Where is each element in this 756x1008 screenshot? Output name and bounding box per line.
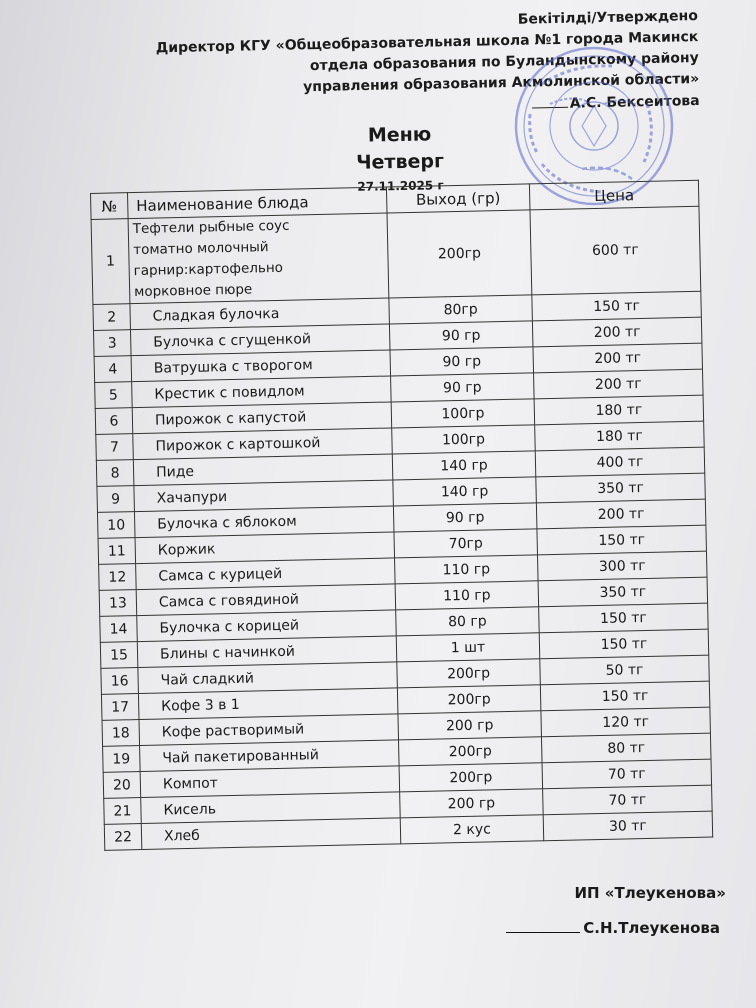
dish-output: 100гр bbox=[392, 425, 536, 454]
menu-table bbox=[90, 180, 713, 851]
dish-name: Чай пакетированный bbox=[140, 740, 400, 772]
dish-name: Пирожок с картошкой bbox=[133, 428, 393, 460]
dish-output: 200 гр bbox=[400, 789, 544, 818]
row-number: 20 bbox=[103, 772, 141, 799]
row-number: 21 bbox=[104, 798, 142, 825]
dish-output: 80гр bbox=[389, 295, 533, 324]
dish-output: 70гр bbox=[394, 529, 538, 558]
dish-name: Самса с говядиной bbox=[136, 584, 396, 616]
row-number: 4 bbox=[94, 356, 132, 383]
dish-name bbox=[128, 213, 389, 304]
dish-output: 110 гр bbox=[395, 555, 539, 584]
row-number: 15 bbox=[100, 642, 138, 669]
vendor-block bbox=[506, 884, 726, 937]
column-header-number: № bbox=[91, 193, 129, 220]
menu-day: Четверг bbox=[356, 150, 445, 174]
dish-price: 180 тг bbox=[535, 421, 705, 451]
row-number: 11 bbox=[98, 538, 136, 565]
dish-output: 140 гр bbox=[393, 477, 537, 506]
menu-heading bbox=[329, 121, 470, 195]
row-number: 17 bbox=[101, 694, 139, 721]
dish-price: 200 тг bbox=[533, 343, 703, 373]
approval-line-4: управления образования Акмолинской области» bbox=[303, 70, 700, 96]
row-number: 18 bbox=[102, 720, 140, 747]
vendor-signer: С.Н.Тлеукенова bbox=[583, 919, 720, 937]
dish-name: Кофе растворимый bbox=[139, 714, 399, 746]
dish-output: 200гр bbox=[399, 737, 543, 766]
dish-price: 400 тг bbox=[535, 447, 705, 477]
dish-price: 350 тг bbox=[536, 473, 706, 503]
dish-name-line: гарнир:картофельно bbox=[133, 259, 284, 280]
dish-name: Компот bbox=[140, 766, 400, 798]
dish-price: 30 тг bbox=[543, 811, 713, 841]
dish-name: Кисель bbox=[141, 792, 401, 824]
dish-name: Пирожок с капустой bbox=[132, 402, 392, 434]
dish-output: 90 гр bbox=[390, 347, 534, 376]
dish-price: 350 тг bbox=[538, 577, 708, 607]
dish-name: Блины с начинкой bbox=[137, 636, 397, 668]
dish-price: 600 тг bbox=[530, 206, 701, 295]
vendor-company: ИП «Тлеукенова» bbox=[574, 884, 726, 902]
signature-line bbox=[506, 916, 580, 933]
dish-output: 90 гр bbox=[393, 503, 537, 532]
dish-price: 80 тг bbox=[541, 733, 711, 763]
dish-price: 150 тг bbox=[537, 525, 707, 555]
dish-price: 200 тг bbox=[534, 369, 704, 399]
dish-output: 200 гр bbox=[398, 711, 542, 740]
row-number: 16 bbox=[101, 668, 139, 695]
row-number: 8 bbox=[96, 460, 134, 487]
dish-price: 120 тг bbox=[541, 707, 711, 737]
approval-line-3: отдела образования по Буландынскому району bbox=[310, 49, 700, 75]
row-number: 13 bbox=[99, 590, 137, 617]
dish-name: Коржик bbox=[135, 532, 395, 564]
approval-line-1: Бекітілді/Утверждено bbox=[517, 7, 699, 28]
dish-name: Самса с курицей bbox=[136, 558, 396, 590]
dish-output: 90 гр bbox=[389, 321, 533, 350]
dish-output: 110 гр bbox=[395, 581, 539, 610]
approval-signer: А.С. Бексеитова bbox=[569, 92, 701, 112]
row-number: 19 bbox=[103, 746, 141, 773]
row-number: 14 bbox=[100, 616, 138, 643]
dish-price: 150 тг bbox=[532, 291, 702, 321]
dish-name: Пиде bbox=[133, 454, 393, 486]
dish-price: 70 тг bbox=[543, 785, 713, 815]
column-header-price: Цена bbox=[529, 180, 699, 210]
dish-output: 1 шт bbox=[396, 633, 540, 662]
dish-name-line: томатно молочный bbox=[133, 239, 269, 259]
row-number: 22 bbox=[104, 824, 142, 851]
dish-name: Булочка с сгущенкой bbox=[130, 324, 390, 356]
dish-output: 2 кус bbox=[400, 815, 544, 844]
row-number: 12 bbox=[99, 564, 137, 591]
dish-name-line: Тефтели рыбные соус bbox=[132, 217, 290, 238]
row-number: 2 bbox=[93, 304, 131, 331]
dish-price: 70 тг bbox=[542, 759, 712, 789]
approval-line-2: Директор КГУ «Общеобразовательная школа №1 города Макинск bbox=[155, 28, 699, 57]
dish-output: 140 гр bbox=[392, 451, 536, 480]
dish-price: 50 тг bbox=[540, 655, 710, 685]
dish-price: 150 тг bbox=[539, 603, 709, 633]
table-row bbox=[91, 206, 701, 304]
column-header-dish: Наименование блюда bbox=[128, 187, 388, 219]
dish-name: Ватрушка с творогом bbox=[131, 350, 391, 382]
menu-date: 27.11.2025 г bbox=[357, 178, 444, 194]
row-number: 6 bbox=[95, 408, 133, 435]
dish-output: 200гр bbox=[397, 659, 541, 688]
dish-name: Хачапури bbox=[134, 480, 394, 512]
row-number: 7 bbox=[96, 434, 134, 461]
dish-output: 200гр bbox=[387, 210, 532, 298]
row-number: 9 bbox=[97, 486, 135, 513]
row-number: 1 bbox=[91, 219, 130, 305]
dish-output: 100гр bbox=[391, 399, 535, 428]
dish-name: Крестик с повидлом bbox=[132, 376, 392, 408]
dish-price: 200 тг bbox=[532, 317, 702, 347]
dish-output: 200гр bbox=[399, 763, 543, 792]
dish-name: Чай сладкий bbox=[138, 662, 398, 694]
dish-output: 90 гр bbox=[391, 373, 535, 402]
row-number: 3 bbox=[93, 330, 131, 357]
dish-name: Хлеб bbox=[141, 818, 401, 850]
dish-name: Булочка с корицей bbox=[137, 610, 397, 642]
dish-price: 200 тг bbox=[536, 499, 706, 529]
dish-output: 200гр bbox=[397, 685, 541, 714]
vendor-signature-row bbox=[506, 916, 720, 937]
dish-output: 80 гр bbox=[396, 607, 540, 636]
dish-name: Кофе 3 в 1 bbox=[138, 688, 398, 720]
row-number: 10 bbox=[97, 512, 135, 539]
menu-title: Меню bbox=[367, 123, 432, 147]
dish-name: Булочка с яблоком bbox=[134, 506, 394, 538]
dish-price: 150 тг bbox=[540, 681, 710, 711]
dish-price: 180 тг bbox=[534, 395, 704, 425]
row-number: 5 bbox=[95, 382, 133, 409]
dish-name-line: морковное пюре bbox=[133, 281, 253, 301]
dish-name: Сладкая булочка bbox=[130, 298, 390, 330]
dish-price: 300 тг bbox=[537, 551, 707, 581]
dish-price: 150 тг bbox=[539, 629, 709, 659]
column-header-output: Выход (гр) bbox=[386, 184, 530, 213]
